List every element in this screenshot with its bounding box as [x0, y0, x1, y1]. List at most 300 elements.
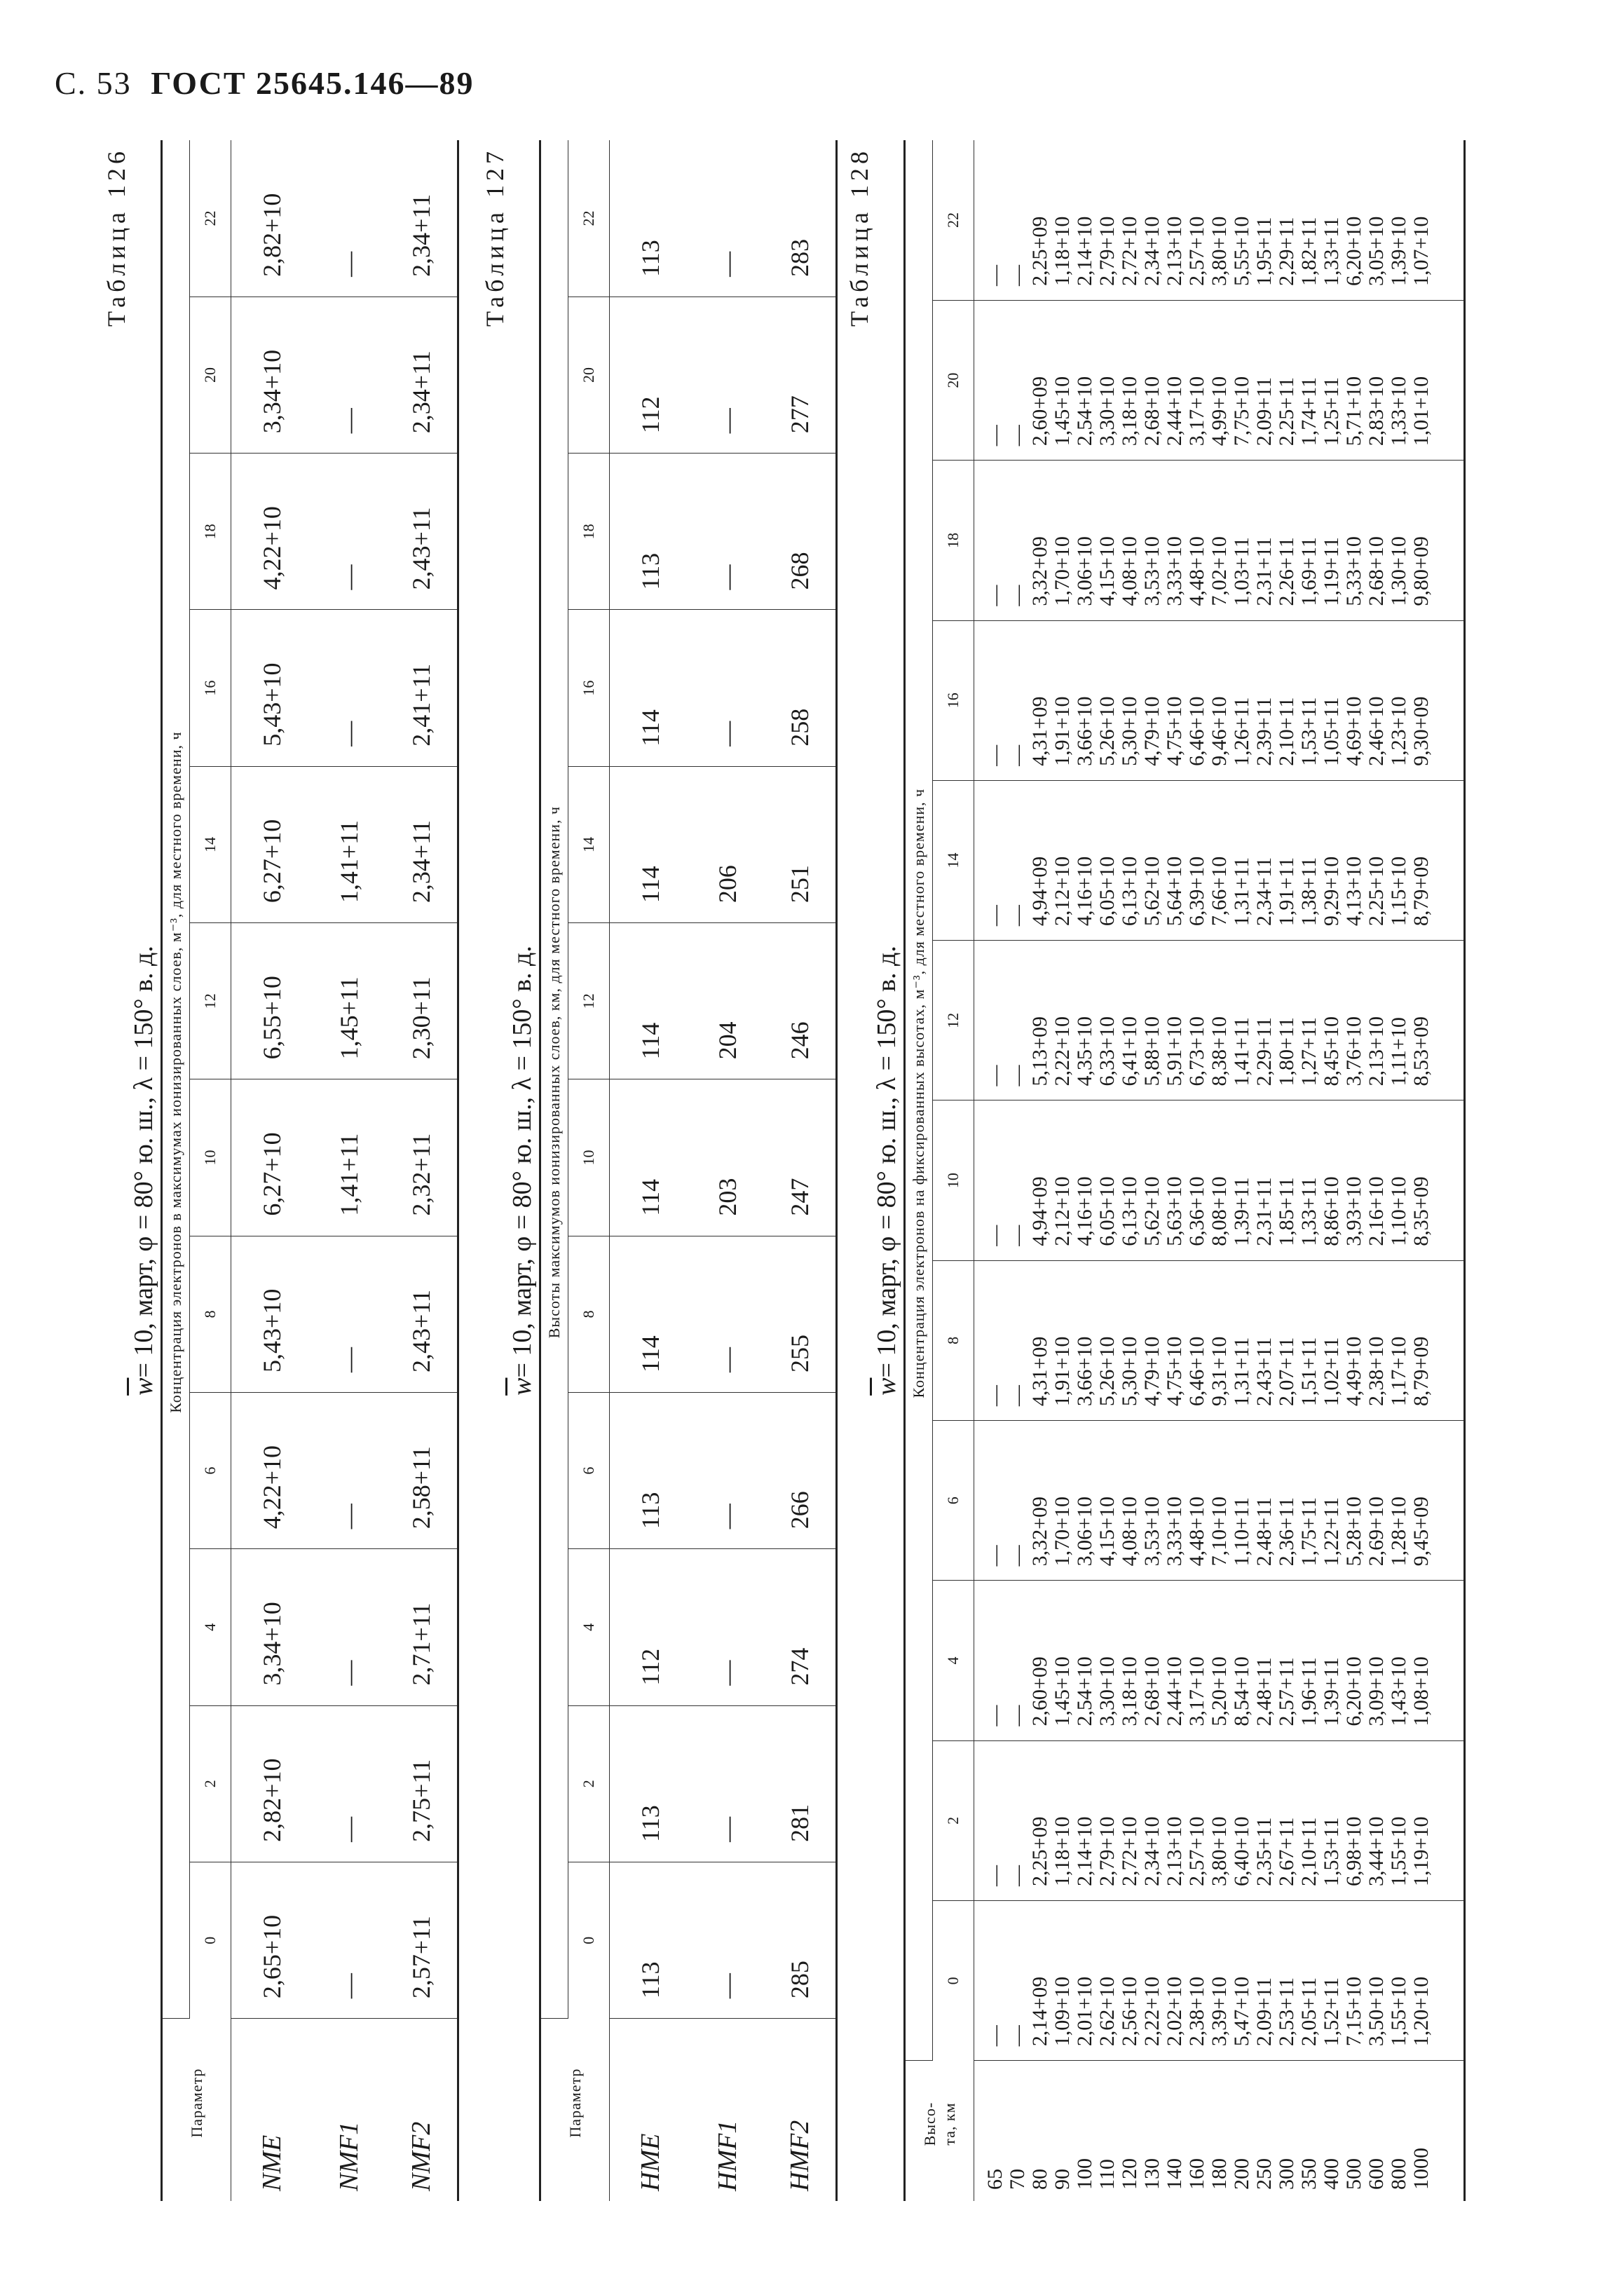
value-cell: 1,31+11: [1230, 857, 1253, 927]
value-cell: 2,32+11: [385, 1079, 458, 1236]
value-cell: 2,25+09: [1028, 216, 1051, 286]
hour-header: 10: [933, 1100, 974, 1260]
value-cell: 3,30+10: [1096, 1656, 1119, 1726]
hour-header: 18: [933, 461, 974, 620]
hour-header: 6: [933, 1421, 974, 1581]
value-cell: 3,32+09: [1028, 536, 1051, 606]
value-cell: —: [983, 1225, 1007, 1246]
value-cell: 4,13+10: [1342, 856, 1365, 927]
value-cell: 2,22+10: [1051, 1016, 1074, 1086]
value-cell: 1,26+11: [1230, 697, 1253, 766]
value-cell: —: [1006, 1065, 1029, 1086]
value-cell: 1,33+10: [1387, 376, 1410, 447]
value-cell: 113: [610, 1705, 691, 1862]
hour-header: 8: [190, 1236, 231, 1392]
values-column: [974, 1900, 1465, 2060]
value-cell: 5,20+10: [1208, 1656, 1231, 1726]
height-value: 1000: [1410, 2148, 1433, 2190]
value-cell: 251: [764, 766, 837, 922]
value-cell: 203: [691, 1079, 764, 1236]
standard-code: ГОСТ 25645.146—89: [151, 65, 475, 101]
value-cell: —: [691, 454, 764, 610]
value-cell: 2,14+10: [1073, 216, 1096, 286]
value-cell: —: [1006, 1225, 1029, 1246]
value-cell: —: [983, 1545, 1007, 1567]
value-cell: 5,33+10: [1342, 536, 1365, 606]
hour-header: 20: [568, 297, 610, 453]
value-cell: —: [313, 1392, 385, 1548]
span-header: Концентрация электронов на фиксированных высотах, м⁻³, для местного времени, ч: [905, 140, 933, 2061]
value-cell: 5,88+10: [1140, 1016, 1164, 1086]
value-cell: 1,01+10: [1410, 376, 1433, 447]
value-cell: 9,46+10: [1208, 696, 1231, 766]
value-cell: 3,33+10: [1163, 536, 1186, 606]
values-column: [974, 1260, 1465, 1420]
value-cell: 1,05+11: [1320, 697, 1343, 766]
value-cell: —: [983, 744, 1007, 766]
hour-header: 2: [933, 1740, 974, 1900]
value-cell: 1,51+11: [1297, 1337, 1321, 1407]
value-cell: —: [1006, 425, 1029, 447]
value-cell: 6,27+10: [231, 1079, 313, 1236]
value-cell: 2,39+11: [1253, 697, 1276, 766]
value-cell: 1,52+11: [1320, 1977, 1343, 2047]
value-cell: 3,18+10: [1118, 376, 1141, 447]
value-cell: 2,56+10: [1118, 1976, 1141, 2047]
rotated-tables: [102, 140, 1531, 2201]
values-column: [974, 780, 1465, 940]
value-cell: —: [1006, 1865, 1029, 1886]
value-cell: 8,38+10: [1208, 1016, 1231, 1086]
value-cell: 4,16+10: [1073, 1176, 1096, 1246]
value-cell: 1,96+11: [1297, 1657, 1321, 1726]
value-cell: 1,39+10: [1387, 216, 1410, 286]
value-cell: 5,62+10: [1140, 1176, 1164, 1246]
value-cell: —: [1006, 1705, 1029, 1726]
value-cell: 2,82+10: [231, 1705, 313, 1862]
value-cell: —: [691, 1862, 764, 2018]
value-cell: 268: [764, 454, 837, 610]
value-cell: —: [983, 1865, 1007, 1886]
param-header: Параметр: [540, 2019, 610, 2201]
value-cell: 1,43+10: [1387, 1656, 1410, 1726]
value-cell: 2,12+10: [1051, 1176, 1074, 1246]
value-cell: 5,30+10: [1118, 696, 1141, 766]
value-cell: 1,55+10: [1387, 1976, 1410, 2047]
value-cell: 1,39+11: [1230, 1177, 1253, 1246]
value-cell: 281: [764, 1705, 837, 1862]
value-cell: 113: [610, 1862, 691, 2018]
table-127: [539, 140, 838, 2201]
page-header: [55, 64, 475, 102]
value-cell: 6,98+10: [1342, 1816, 1365, 1886]
value-cell: 4,79+10: [1140, 1336, 1164, 1407]
value-cell: 2,34+10: [1140, 216, 1164, 286]
value-cell: 1,27+11: [1297, 1017, 1321, 1086]
hour-header: 14: [568, 766, 610, 922]
value-cell: 9,29+10: [1320, 856, 1343, 927]
value-cell: 2,71+11: [385, 1549, 458, 1705]
value-cell: 5,47+10: [1230, 1976, 1253, 2047]
value-cell: 7,02+10: [1208, 536, 1231, 606]
value-cell: 5,28+10: [1342, 1496, 1365, 1567]
height-value: 120: [1118, 2158, 1141, 2190]
value-cell: —: [983, 905, 1007, 927]
value-cell: 4,22+10: [231, 454, 313, 610]
value-cell: 1,55+10: [1387, 1816, 1410, 1886]
value-cell: 258: [764, 610, 837, 766]
value-cell: 1,30+10: [1387, 536, 1410, 606]
value-cell: 2,68+10: [1140, 376, 1164, 447]
value-cell: 277: [764, 297, 837, 453]
value-cell: —: [313, 1549, 385, 1705]
hour-header: 16: [190, 610, 231, 766]
value-cell: 1,45+11: [313, 923, 385, 1079]
table-row: [385, 140, 458, 2201]
hour-header: 4: [190, 1549, 231, 1705]
value-cell: 5,64+10: [1163, 856, 1186, 927]
value-cell: 6,36+10: [1185, 1176, 1208, 1246]
value-cell: —: [983, 264, 1007, 286]
value-cell: 113: [610, 1392, 691, 1548]
value-cell: 3,17+10: [1185, 376, 1208, 447]
value-cell: 2,22+10: [1140, 1976, 1164, 2047]
value-cell: 1,31+11: [1230, 1337, 1253, 1407]
value-cell: 1,17+10: [1387, 1336, 1410, 1407]
value-cell: 1,85+11: [1275, 1177, 1298, 1246]
value-cell: 3,33+10: [1163, 1496, 1186, 1567]
value-cell: 3,09+10: [1365, 1656, 1388, 1726]
value-cell: 2,07+11: [1275, 1337, 1298, 1407]
value-cell: 2,34+10: [1140, 1816, 1164, 1886]
height-value: 80: [1028, 2169, 1051, 2190]
value-cell: 2,12+10: [1051, 856, 1074, 927]
value-cell: 2,34+11: [1253, 857, 1276, 927]
values-column: [974, 1581, 1465, 1740]
hour-header: 12: [933, 941, 974, 1100]
value-cell: 5,43+10: [231, 610, 313, 766]
value-cell: 4,31+09: [1028, 1336, 1051, 1407]
value-cell: 1,70+10: [1051, 536, 1074, 606]
value-cell: 8,79+09: [1410, 856, 1433, 927]
value-cell: 1,82+11: [1297, 217, 1321, 286]
value-cell: 4,35+10: [1073, 1016, 1096, 1086]
value-cell: 7,15+10: [1342, 1976, 1365, 2047]
value-cell: 9,45+09: [1410, 1496, 1433, 1567]
table-row: [610, 140, 691, 2201]
hour-header: 2: [190, 1705, 231, 1862]
value-cell: 285: [764, 1862, 837, 2018]
value-cell: 283: [764, 140, 837, 297]
param-name: HMF2: [764, 2019, 837, 2201]
hour-header: 22: [568, 140, 610, 297]
value-cell: 2,31+11: [1253, 1177, 1276, 1246]
values-column: [974, 300, 1465, 460]
value-cell: —: [313, 610, 385, 766]
value-cell: 113: [610, 140, 691, 297]
value-cell: 204: [691, 923, 764, 1079]
value-cell: 2,57+11: [1275, 1657, 1298, 1726]
hour-header: 14: [933, 780, 974, 940]
w-symbol: $\overline{w}$: [872, 1377, 901, 1396]
value-cell: 1,95+11: [1253, 217, 1276, 286]
value-cell: 2,10+11: [1297, 1817, 1321, 1886]
value-cell: 6,20+10: [1342, 216, 1365, 286]
value-cell: 1,38+11: [1297, 857, 1321, 927]
hour-header: 2: [568, 1705, 610, 1862]
value-cell: 4,99+10: [1208, 376, 1231, 447]
value-cell: —: [313, 1862, 385, 2018]
table-127-title: $\overline{w}= 10$, март, φ = 80° ю. ш., λ = 150° в. д.: [507, 946, 537, 1396]
value-cell: 2,82+10: [231, 140, 313, 297]
value-cell: 4,15+10: [1096, 1496, 1119, 1567]
param-name: HME: [635, 2133, 665, 2191]
value-cell: 7,75+10: [1230, 376, 1253, 447]
value-cell: 2,09+11: [1253, 376, 1276, 447]
value-cell: 2,79+10: [1096, 216, 1119, 286]
value-cell: 2,10+11: [1275, 697, 1298, 766]
height-value: 110: [1096, 2159, 1119, 2190]
value-cell: 7,10+10: [1208, 1496, 1231, 1567]
values-column: [974, 1421, 1465, 1581]
value-cell: 2,13+10: [1163, 216, 1186, 286]
height-value: 300: [1275, 2158, 1298, 2190]
value-cell: —: [313, 454, 385, 610]
value-cell: 114: [610, 1236, 691, 1392]
value-cell: 247: [764, 1079, 837, 1236]
value-cell: 2,60+09: [1028, 376, 1051, 447]
value-cell: 2,25+10: [1365, 856, 1388, 927]
height-value: 100: [1073, 2158, 1096, 2190]
value-cell: —: [1006, 744, 1029, 766]
value-cell: 2,69+10: [1365, 1496, 1388, 1567]
value-cell: 1,28+10: [1387, 1496, 1410, 1567]
table-127-label: Таблица 127: [481, 147, 509, 327]
value-cell: 1,53+11: [1297, 697, 1321, 766]
value-cell: 2,34+11: [385, 766, 458, 922]
values-column: [974, 941, 1465, 1100]
value-cell: 1,25+11: [1320, 376, 1343, 447]
value-cell: —: [691, 610, 764, 766]
value-cell: 3,53+10: [1140, 536, 1164, 606]
value-cell: 9,31+10: [1208, 1336, 1231, 1407]
value-cell: 4,94+09: [1028, 1176, 1051, 1246]
value-cell: 1,45+10: [1051, 376, 1074, 447]
value-cell: —: [691, 1549, 764, 1705]
value-cell: 114: [610, 610, 691, 766]
value-cell: 1,70+10: [1051, 1496, 1074, 1567]
value-cell: 4,15+10: [1096, 536, 1119, 606]
hour-header: 20: [190, 297, 231, 453]
value-cell: 1,18+10: [1051, 1816, 1074, 1886]
value-cell: 2,54+10: [1073, 1656, 1096, 1726]
value-cell: 1,53+11: [1320, 1817, 1343, 1886]
hour-header: 6: [190, 1392, 231, 1548]
span-header: Высоты максимумов ионизированных слоев, км, для местного времени, ч: [540, 140, 568, 2019]
page-number: С. 53: [55, 65, 132, 101]
value-cell: 6,46+10: [1185, 696, 1208, 766]
hour-header: 8: [568, 1236, 610, 1392]
value-cell: 2,72+10: [1118, 216, 1141, 286]
value-cell: 206: [691, 766, 764, 922]
value-cell: 1,41+11: [313, 766, 385, 922]
value-cell: —: [1006, 1385, 1029, 1407]
hour-header: 14: [190, 766, 231, 922]
value-cell: 2,48+11: [1253, 1497, 1276, 1567]
value-cell: 3,80+10: [1208, 216, 1231, 286]
hour-header: 16: [568, 610, 610, 766]
value-cell: 6,33+10: [1096, 1016, 1119, 1086]
value-cell: 2,38+10: [1185, 1976, 1208, 2047]
value-cell: 1,23+10: [1387, 696, 1410, 766]
value-cell: 1,91+11: [1275, 857, 1298, 927]
value-cell: 6,05+10: [1096, 856, 1119, 927]
hour-header: 0: [190, 1862, 231, 2018]
value-cell: 114: [610, 766, 691, 922]
table-126-title: $\overline{w}= 10$, март, φ = 80° ю. ш., λ = 150° в. д.: [129, 946, 158, 1396]
value-cell: 2,68+10: [1365, 536, 1388, 606]
value-cell: 9,30+09: [1410, 696, 1433, 766]
value-cell: 4,16+10: [1073, 856, 1096, 927]
value-cell: 3,32+09: [1028, 1496, 1051, 1567]
table-128: [903, 140, 1466, 2201]
value-cell: 6,20+10: [1342, 1656, 1365, 1726]
value-cell: 114: [610, 1079, 691, 1236]
value-cell: 2,38+10: [1365, 1336, 1388, 1407]
value-cell: 3,30+10: [1096, 376, 1119, 447]
value-cell: 1,75+11: [1297, 1497, 1321, 1567]
values-column: [974, 1100, 1465, 1260]
value-cell: 6,13+10: [1118, 1176, 1141, 1246]
value-cell: 2,41+11: [385, 610, 458, 766]
value-cell: 2,05+11: [1297, 1977, 1321, 2047]
value-cell: 3,76+10: [1342, 1016, 1365, 1086]
value-cell: 1,11+10: [1387, 1017, 1410, 1086]
value-cell: —: [691, 297, 764, 453]
value-cell: 3,66+10: [1073, 1336, 1096, 1407]
value-cell: 2,60+09: [1028, 1656, 1051, 1726]
table-128-title: $\overline{w}= 10$, март, φ = 80° ю. ш., λ = 150° в. д.: [872, 946, 901, 1396]
value-cell: 4,22+10: [231, 1392, 313, 1548]
value-cell: 8,35+09: [1410, 1176, 1433, 1246]
value-cell: 2,25+11: [1275, 376, 1298, 447]
table-row: [231, 140, 313, 2201]
hour-header: 6: [568, 1392, 610, 1548]
heights-column: [974, 2061, 1465, 2201]
value-cell: 3,50+10: [1365, 1976, 1388, 2047]
value-cell: 4,75+10: [1163, 696, 1186, 766]
value-cell: 4,75+10: [1163, 1336, 1186, 1407]
value-cell: 3,93+10: [1342, 1176, 1365, 1246]
hour-header: 18: [568, 454, 610, 610]
hour-header: 12: [568, 923, 610, 1079]
value-cell: 4,79+10: [1140, 696, 1164, 766]
value-cell: —: [1006, 585, 1029, 606]
value-cell: 1,08+10: [1410, 1656, 1433, 1726]
hour-header: 4: [568, 1549, 610, 1705]
value-cell: 2,13+10: [1365, 1016, 1388, 1086]
value-cell: 2,34+11: [385, 140, 458, 297]
value-cell: —: [983, 585, 1007, 606]
value-cell: 8,53+09: [1410, 1016, 1433, 1086]
value-cell: 114: [610, 923, 691, 1079]
value-cell: 2,53+11: [1275, 1977, 1298, 2047]
hour-header: 22: [933, 140, 974, 300]
w-symbol: $\overline{w}$: [129, 1377, 158, 1396]
value-cell: 8,54+10: [1230, 1656, 1253, 1726]
value-cell: 2,16+10: [1365, 1176, 1388, 1246]
value-cell: 2,01+10: [1073, 1976, 1096, 2047]
values-column: [974, 620, 1465, 780]
values-column: [974, 140, 1465, 300]
value-cell: 3,66+10: [1073, 696, 1096, 766]
table-row: [313, 140, 385, 2201]
value-cell: —: [1006, 1545, 1029, 1567]
value-cell: 6,46+10: [1185, 1336, 1208, 1407]
value-cell: 1,41+11: [313, 1079, 385, 1236]
value-cell: —: [983, 1065, 1007, 1086]
value-cell: 4,69+10: [1342, 696, 1365, 766]
height-value: 90: [1051, 2169, 1074, 2190]
height-value: 600: [1365, 2158, 1388, 2190]
value-cell: 5,55+10: [1230, 216, 1253, 286]
height-value: 180: [1208, 2158, 1231, 2190]
table-126: [161, 140, 459, 2201]
value-cell: 2,36+11: [1275, 1497, 1298, 1567]
param-name: NMF2: [385, 2019, 458, 2201]
value-cell: 266: [764, 1392, 837, 1548]
value-cell: 8,79+09: [1410, 1336, 1433, 1407]
height-header: Высо- та, км: [905, 2061, 974, 2201]
height-value: 500: [1342, 2158, 1365, 2190]
value-cell: 3,34+10: [231, 297, 313, 453]
value-cell: —: [313, 1236, 385, 1392]
value-cell: 4,31+09: [1028, 696, 1051, 766]
hour-header: 8: [933, 1260, 974, 1420]
value-cell: 5,62+10: [1140, 856, 1164, 927]
value-cell: 2,43+11: [385, 1236, 458, 1392]
value-cell: 8,45+10: [1320, 1016, 1343, 1086]
value-cell: 1,10+10: [1387, 1176, 1410, 1246]
value-cell: 6,05+10: [1096, 1176, 1119, 1246]
hour-header: 12: [190, 923, 231, 1079]
value-cell: 3,06+10: [1073, 1496, 1096, 1567]
height-value: 200: [1230, 2158, 1253, 2190]
height-value: 65: [983, 2169, 1007, 2190]
value-cell: —: [691, 1392, 764, 1548]
value-cell: 1,22+11: [1320, 1497, 1343, 1567]
value-cell: 2,13+10: [1163, 1816, 1186, 1886]
table-row: [691, 140, 764, 2201]
hour-header: 4: [933, 1581, 974, 1740]
value-cell: 2,43+11: [385, 454, 458, 610]
value-cell: 8,86+10: [1320, 1176, 1343, 1246]
value-cell: 3,44+10: [1365, 1816, 1388, 1886]
value-cell: 2,44+10: [1163, 1656, 1186, 1726]
height-value: 140: [1163, 2158, 1186, 2190]
value-cell: 2,34+11: [385, 297, 458, 453]
span-header: Концентрация электронов в максимумах ионизированных слоев, м⁻³, для местного времени, ч: [162, 140, 190, 2019]
value-cell: 1,33+11: [1320, 217, 1343, 286]
value-cell: —: [313, 140, 385, 297]
value-cell: 2,72+10: [1118, 1816, 1141, 1886]
values-column: [974, 461, 1465, 620]
value-cell: 6,40+10: [1230, 1816, 1253, 1886]
param-name: HMF1: [712, 2120, 742, 2191]
hour-header: 10: [568, 1079, 610, 1236]
height-value: 800: [1387, 2158, 1410, 2190]
value-cell: 6,39+10: [1185, 856, 1208, 927]
